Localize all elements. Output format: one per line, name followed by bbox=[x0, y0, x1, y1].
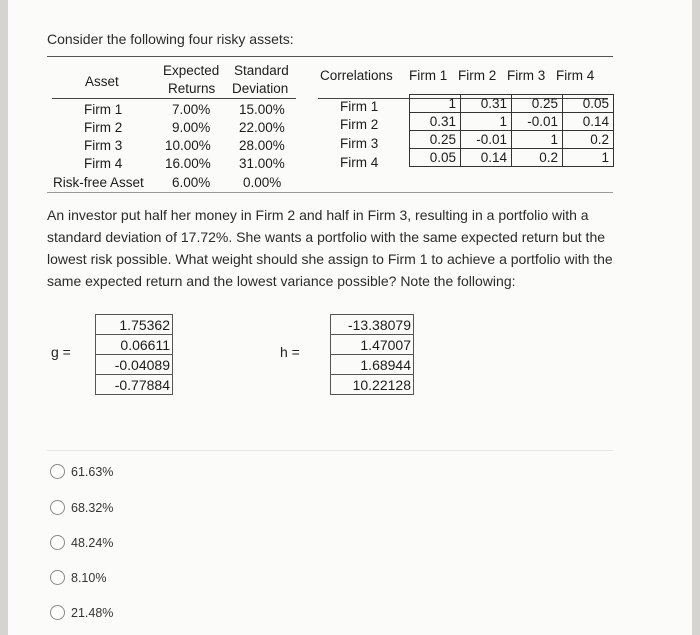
corr-col-header: Firm 1 bbox=[409, 68, 448, 83]
asset-std: 28.00% bbox=[239, 138, 285, 153]
expected-header-line2: Returns bbox=[168, 81, 216, 96]
corr-cell: 0.14 bbox=[461, 149, 512, 167]
corr-row-label: Firm 4 bbox=[340, 155, 379, 170]
answer-option[interactable] bbox=[50, 535, 113, 550]
h-value: 1.68944 bbox=[331, 355, 414, 375]
table-bottom-rule bbox=[47, 192, 613, 193]
g-vector bbox=[95, 314, 173, 395]
corr-cell: 0.05 bbox=[563, 95, 614, 113]
correlations-title: Correlations bbox=[320, 68, 393, 83]
table-row bbox=[96, 315, 173, 335]
table-row bbox=[410, 113, 614, 131]
answer-option-label: 8.10% bbox=[71, 570, 107, 585]
expected-header-line1: Expected bbox=[163, 63, 220, 78]
corr-cell: 0.25 bbox=[512, 95, 563, 113]
table-top-rule bbox=[47, 56, 613, 57]
corr-cell: 1 bbox=[410, 95, 461, 113]
h-value: -13.38079 bbox=[331, 315, 414, 335]
asset-std: 31.00% bbox=[239, 156, 285, 171]
corr-cell: 0.31 bbox=[461, 95, 512, 113]
corr-cell: 0.14 bbox=[563, 113, 614, 131]
asset-name: Firm 1 bbox=[84, 102, 123, 117]
asset-return: 6.00% bbox=[172, 175, 211, 190]
table-row bbox=[410, 149, 614, 167]
question-prompt: Consider the following four risky assets: bbox=[47, 31, 294, 47]
options-divider bbox=[47, 450, 613, 451]
corr-cell: 0.25 bbox=[410, 131, 461, 149]
h-label: h = bbox=[280, 344, 300, 360]
g-value: -0.77884 bbox=[96, 375, 173, 395]
table-row bbox=[96, 355, 173, 375]
corr-cell: -0.01 bbox=[512, 113, 563, 131]
corr-cell: 0.05 bbox=[410, 149, 461, 167]
std-header-line2: Deviation bbox=[232, 81, 289, 96]
correlation-matrix bbox=[409, 94, 614, 167]
answer-option[interactable] bbox=[50, 500, 113, 515]
table-row bbox=[331, 335, 414, 355]
table-row bbox=[331, 355, 414, 375]
asset-return: 7.00% bbox=[172, 102, 211, 117]
corr-cell: 1 bbox=[512, 131, 563, 149]
corr-cell: 0.2 bbox=[563, 131, 614, 149]
table-row bbox=[96, 335, 173, 355]
answer-option[interactable] bbox=[50, 464, 113, 479]
assets-header-rule bbox=[52, 98, 296, 99]
radio-button[interactable] bbox=[50, 605, 65, 620]
g-value: -0.04089 bbox=[96, 355, 173, 375]
asset-name: Firm 4 bbox=[84, 156, 123, 171]
table-row bbox=[410, 131, 614, 149]
asset-return: 16.00% bbox=[165, 156, 211, 171]
corr-cell: -0.01 bbox=[461, 131, 512, 149]
table-row bbox=[410, 95, 614, 113]
corr-cell: 0.2 bbox=[512, 149, 563, 167]
answer-option[interactable] bbox=[50, 570, 106, 585]
table-row bbox=[96, 375, 173, 395]
asset-name: Risk-free Asset bbox=[53, 175, 144, 190]
answer-option[interactable] bbox=[50, 605, 113, 620]
radio-button[interactable] bbox=[50, 535, 65, 550]
h-value: 1.47007 bbox=[331, 335, 414, 355]
corr-row-label: Firm 3 bbox=[340, 136, 379, 151]
radio-button[interactable] bbox=[50, 500, 65, 515]
std-header-line1: Standard bbox=[234, 63, 289, 78]
corr-cell: 1 bbox=[461, 113, 512, 131]
corr-cell: 0.31 bbox=[410, 113, 461, 131]
asset-std: 22.00% bbox=[239, 120, 285, 135]
radio-button[interactable] bbox=[50, 464, 65, 479]
radio-button[interactable] bbox=[50, 570, 65, 585]
g-value: 0.06611 bbox=[96, 335, 173, 355]
corr-cell: 1 bbox=[563, 149, 614, 167]
corr-col-header: Firm 3 bbox=[507, 68, 546, 83]
asset-header: Asset bbox=[85, 74, 119, 89]
answer-option-label: 68.32% bbox=[71, 500, 114, 515]
table-row bbox=[331, 315, 414, 335]
corr-col-header: Firm 2 bbox=[458, 68, 497, 83]
table-row bbox=[331, 375, 414, 395]
g-value: 1.75362 bbox=[96, 315, 173, 335]
corr-row-label: Firm 1 bbox=[340, 99, 379, 114]
answer-option-label: 48.24% bbox=[71, 535, 114, 550]
corr-col-header: Firm 4 bbox=[556, 68, 595, 83]
answer-option-label: 61.63% bbox=[71, 464, 114, 479]
g-label: g = bbox=[51, 344, 71, 360]
h-value: 10.22128 bbox=[331, 375, 414, 395]
corr-row-label: Firm 2 bbox=[340, 117, 379, 132]
asset-name: Firm 2 bbox=[84, 120, 123, 135]
answer-option-label: 21.48% bbox=[71, 605, 114, 620]
asset-std: 15.00% bbox=[239, 102, 285, 117]
question-paragraph: An investor put half her money in Firm 2 and half in Firm 3, resulting in a portfolio with a standard deviation of 17.72%. She wants a portfolio with the same expected return but the lowest risk possible. What weight should she assign to Firm 1 to achieve a portfolio with the same expected return and the lowest variance possible? Note the following: bbox=[47, 207, 613, 289]
asset-name: Firm 3 bbox=[84, 138, 123, 153]
asset-std: 0.00% bbox=[243, 175, 282, 190]
asset-return: 9.00% bbox=[172, 120, 211, 135]
asset-return: 10.00% bbox=[165, 138, 211, 153]
h-vector bbox=[330, 314, 414, 395]
